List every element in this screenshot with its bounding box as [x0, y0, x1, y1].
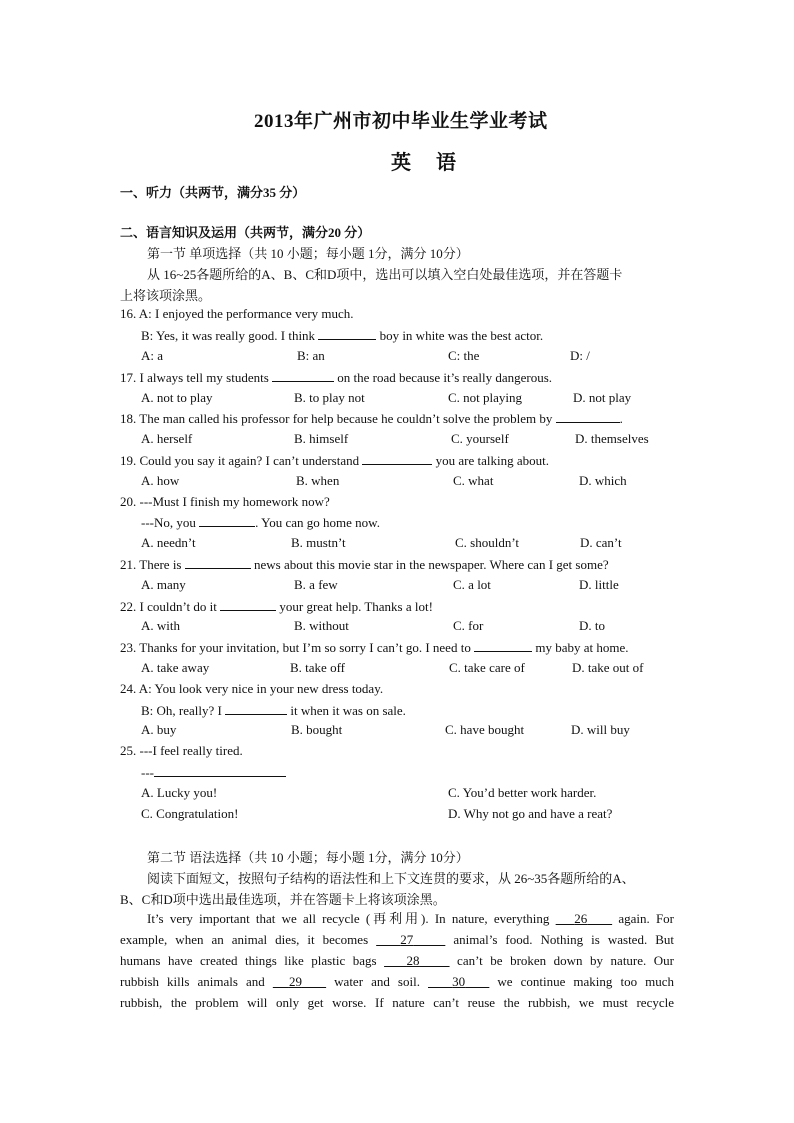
q21-text-pre: 21. There is — [120, 557, 185, 572]
q18-option-b: B. himself — [294, 431, 349, 446]
q23-option-c: C. take care of — [449, 660, 525, 675]
q21-option-d: D. little — [579, 577, 619, 592]
answer-blank — [556, 410, 620, 423]
passage-text: we continue making too much — [489, 974, 675, 989]
passage-line — [120, 908, 674, 929]
q25-option-c: C. You’d better work harder. — [448, 785, 597, 800]
q21-option-a: A. many — [141, 577, 186, 592]
blank-30 — [428, 974, 489, 989]
section-two-heading: 第二节 语法选择（共 10 小题；每小题 1分，满分 10分） — [147, 850, 469, 865]
q25-line-2 — [141, 764, 286, 781]
passage-line — [120, 971, 674, 992]
answer-blank — [185, 556, 251, 569]
answer-blank — [318, 327, 376, 340]
q16-text-pre: B: Yes, it was really good. I think — [141, 328, 319, 343]
q19-text-post: you are talking about. — [432, 453, 549, 468]
q20-option-a: A. needn’t — [141, 535, 196, 550]
part-two-heading: 二、语言知识及运用（共两节，满分20 分） — [120, 225, 371, 240]
blank-number: 28 — [406, 953, 420, 968]
q18-option-d: D. themselves — [575, 431, 649, 446]
q25-option-c2: C. Congratulation! — [141, 806, 239, 821]
q20-line-2 — [141, 514, 380, 531]
section-one-instruction-1: 从 16~25各题所给的A、B、C和D项中，选出可以填入空白处最佳选项，并在答题卡 — [147, 267, 623, 282]
passage-line — [120, 950, 674, 971]
q17-option-d: D. not play — [573, 390, 632, 405]
passage-line — [120, 929, 674, 950]
passage-text: humans have created things like plastic bags — [120, 953, 385, 968]
blank-number: 29 — [288, 974, 302, 989]
q24-line-b — [141, 702, 406, 719]
q20-option-b: B. mustn’t — [291, 535, 346, 550]
q23-stem — [120, 639, 628, 656]
blank-26 — [556, 911, 612, 926]
passage-text: rubbish kills animals and — [120, 974, 273, 989]
blank-number: 27 — [400, 932, 414, 947]
q19-option-a: A. how — [141, 473, 180, 488]
q16-line-a: 16. A: I enjoyed the performance very much. — [120, 306, 354, 321]
q19-option-b: B. when — [296, 473, 340, 488]
q18-option-a: A. herself — [141, 431, 193, 446]
q18-stem — [120, 410, 623, 427]
q22-text-pre: 22. I couldn’t do it — [120, 599, 221, 614]
passage-text: again. For — [612, 911, 675, 926]
answer-blank — [362, 452, 432, 465]
q21-stem — [120, 556, 609, 573]
q17-option-b: B. to play not — [294, 390, 365, 405]
q22-option-d: D. to — [579, 618, 605, 633]
q20-option-c: C. shouldn’t — [455, 535, 520, 550]
q17-text-pre: 17. I always tell my students — [120, 370, 273, 385]
q22-option-a: A. with — [141, 618, 180, 633]
section-one-heading: 第一节 单项选择（共 10 小题；每小题 1分，满分 10分） — [147, 246, 469, 261]
q21-option-b: B. a few — [294, 577, 338, 592]
q16-option-b: B: an — [297, 348, 325, 363]
q17-stem — [120, 369, 552, 386]
q21-text-post: news about this movie star in the newspaper. Where can I get some? — [250, 557, 609, 572]
blank-27 — [376, 932, 445, 947]
blank-29 — [273, 974, 326, 989]
subject-title: 英 语 — [391, 152, 466, 174]
blank-number: 30 — [452, 974, 466, 989]
part-one-heading: 一、听力（共两节，满分35 分） — [120, 185, 306, 200]
passage-text: animal’s food. Nothing is wasted. But — [445, 932, 675, 947]
q16-option-c: C: the — [448, 348, 480, 363]
blank-28 — [384, 953, 450, 968]
q16-text-post: boy in white was the best actor. — [376, 328, 544, 343]
passage-text: rubbish, the problem will only get worse. If nature can’t reuse the rubbish, we must recycle — [120, 995, 674, 1010]
q16-option-a: A: a — [141, 348, 164, 363]
reading-passage — [120, 908, 674, 1013]
passage-text: water and soil. — [326, 974, 428, 989]
q25-option-a: A. Lucky you! — [141, 785, 218, 800]
answer-blank — [225, 702, 287, 715]
passage-text: It’s very important that we all recycle (再利用). In nature, everything — [147, 911, 556, 926]
q23-option-a: A. take away — [141, 660, 210, 675]
answer-blank — [199, 514, 255, 527]
q17-option-a: A. not to play — [141, 390, 213, 405]
q23-text-pre: 23. Thanks for your invitation, but I’m so sorry I can’t go. I need to — [120, 640, 475, 655]
q20-text-pre: ---No, you — [141, 515, 200, 530]
q19-stem — [120, 452, 549, 469]
blank-number: 26 — [574, 911, 588, 926]
q24-text-pre: B: Oh, really? I — [141, 703, 226, 718]
q20-option-d: D. can’t — [580, 535, 622, 550]
section-one-instruction-2: 上将该项涂黑。 — [120, 288, 212, 303]
q16-line-b — [141, 327, 543, 344]
q17-text-post: on the road because it’s really dangerous. — [334, 370, 553, 385]
q24-option-c: C. have bought — [445, 722, 525, 737]
answer-blank — [154, 764, 286, 777]
q24-line-a: 24. A: You look very nice in your new dress today. — [120, 681, 384, 696]
answer-blank — [220, 598, 276, 611]
q19-option-c: C. what — [453, 473, 494, 488]
passage-text: example, when an animal dies, it becomes — [120, 932, 377, 947]
q23-option-d: D. take out of — [572, 660, 644, 675]
q21-option-c: C. a lot — [453, 577, 491, 592]
q22-text-post: your great help. Thanks a lot! — [276, 599, 433, 614]
section-two-instruction-2: B、C和D项中选出最佳选项，并在答题卡上将该项涂黑。 — [120, 892, 446, 907]
q20-line-1: 20. ---Must I finish my homework now? — [120, 494, 330, 509]
answer-blank — [272, 369, 334, 382]
q23-text-post: my baby at home. — [532, 640, 629, 655]
q16-option-d: D: / — [570, 348, 590, 363]
q25-text-pre: --- — [141, 765, 154, 780]
q25-line-1: 25. ---I feel really tired. — [120, 743, 243, 758]
q18-text-pre: 18. The man called his professor for help because he couldn’t solve the problem by — [120, 411, 556, 426]
answer-blank — [474, 639, 532, 652]
q24-option-b: B. bought — [291, 722, 343, 737]
passage-text: can’t be broken down by nature. Our — [449, 953, 674, 968]
q19-text-pre: 19. Could you say it again? I can’t understand — [120, 453, 363, 468]
q22-stem — [120, 598, 433, 615]
exam-title: 2013年广州市初中毕业生学业考试 — [254, 111, 548, 132]
q24-option-a: A. buy — [141, 722, 177, 737]
passage-line — [120, 992, 674, 1013]
q18-text-post: . — [619, 411, 623, 426]
q22-option-b: B. without — [294, 618, 349, 633]
q25-option-d: D. Why not go and have a reat? — [448, 806, 613, 821]
q24-text-post: it when it was on sale. — [287, 703, 406, 718]
q20-text-post: . You can go home now. — [255, 515, 380, 530]
q22-option-c: C. for — [453, 618, 484, 633]
q17-option-c: C. not playing — [448, 390, 523, 405]
q23-option-b: B. take off — [290, 660, 345, 675]
q24-option-d: D. will buy — [571, 722, 630, 737]
q18-option-c: C. yourself — [451, 431, 509, 446]
q19-option-d: D. which — [579, 473, 627, 488]
section-two-instruction-1: 阅读下面短文，按照句子结构的语法性和上下文连贯的要求，从 26~35各题所给的A、 — [147, 871, 635, 886]
